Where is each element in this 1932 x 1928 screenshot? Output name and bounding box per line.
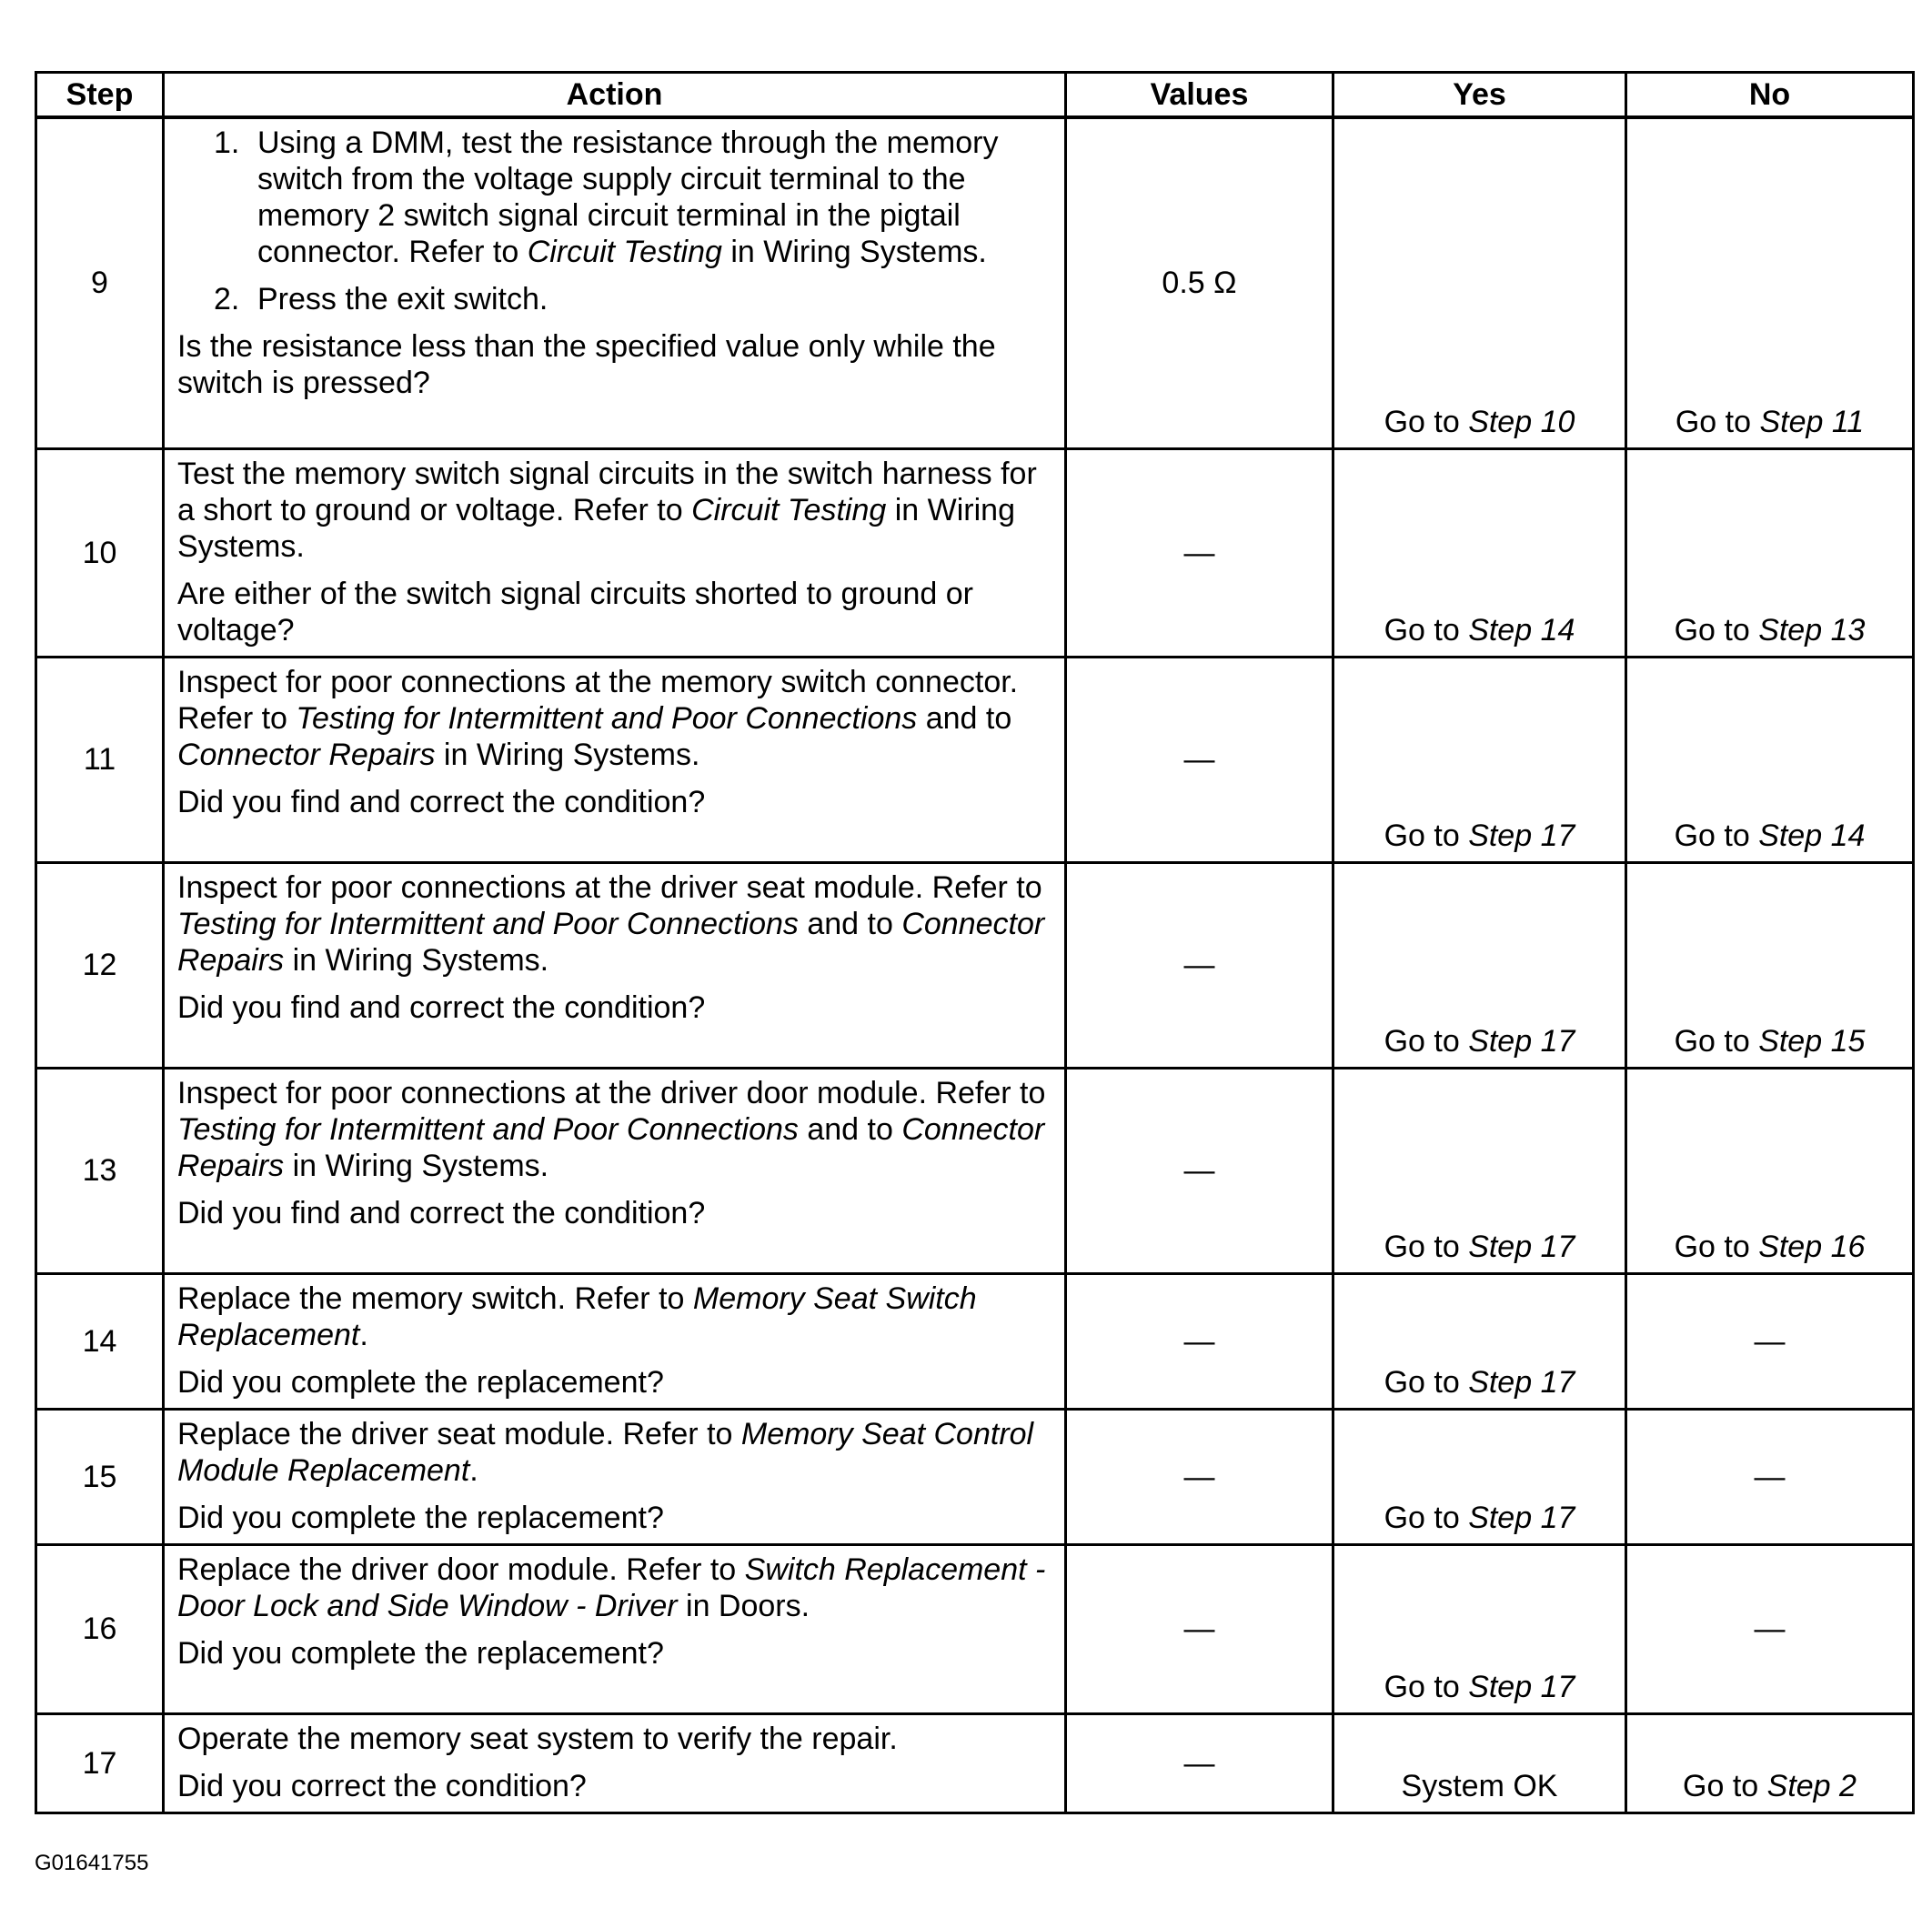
- action-text-segment: Inspect for poor connections at the driver seat module. Refer to: [177, 869, 1042, 905]
- step-reference: Step 14: [1468, 612, 1575, 648]
- outcome-prefix: —: [1754, 1323, 1786, 1359]
- reference-link-text: Testing for Intermittent and Poor Connections: [296, 700, 918, 736]
- step-number: 15: [36, 1409, 164, 1544]
- outcome-prefix: Go to: [1384, 1229, 1469, 1264]
- action-text-segment: Test the memory switch signal circuits in the switch harness for a short to ground or voltage. Refer to: [177, 456, 1037, 527]
- step-number: 17: [36, 1713, 164, 1813]
- step-number: 14: [36, 1273, 164, 1409]
- no-outcome: [1626, 1409, 1914, 1544]
- action-text-segment: in Wiring Systems.: [284, 1148, 549, 1183]
- no-outcome: [1626, 1068, 1914, 1273]
- table-body: [36, 117, 1914, 1813]
- action-step-item: [177, 281, 1052, 317]
- action-cell: [164, 1273, 1066, 1409]
- item-number: 2.: [214, 282, 240, 316]
- item-text: [257, 281, 1052, 317]
- step-reference: Step 10: [1468, 404, 1575, 439]
- step-reference: Step 17: [1468, 1229, 1575, 1264]
- action-question: Did you complete the replacement?: [177, 1364, 664, 1400]
- action-question: Did you find and correct the condition?: [177, 1195, 706, 1230]
- table-row: [36, 1409, 1914, 1544]
- step-number: 16: [36, 1544, 164, 1713]
- action-text: [177, 1075, 1052, 1184]
- reference-link-text: Connector Repairs: [177, 1111, 1045, 1183]
- reference-link-text: Memory Seat Control Module Replacement: [177, 1416, 1034, 1488]
- action-text: [177, 1416, 1052, 1489]
- action-cell: [164, 1409, 1066, 1544]
- action-cell: [164, 448, 1066, 657]
- header-yes: Yes: [1333, 73, 1626, 118]
- action-text-segment: .: [469, 1452, 478, 1488]
- item-text-body: Using a DMM, test the resistance through the memory switch from the voltage supply circuit terminal to the memory 2 switch signal circuit terminal in the pigtail connector. Refer to: [257, 126, 999, 269]
- diagnostic-table: [35, 71, 1915, 1814]
- value-cell: —: [1066, 448, 1333, 657]
- outcome-prefix: Go to: [1384, 1669, 1469, 1704]
- reference-link-text: Circuit Testing: [691, 492, 887, 527]
- action-text-segment: in Wiring Systems.: [177, 492, 1015, 564]
- action-cell: [164, 117, 1066, 448]
- action-text-segment: Replace the driver door module. Refer to: [177, 1551, 745, 1587]
- action-question: Did you complete the replacement?: [177, 1635, 664, 1671]
- action-steps-list: [177, 125, 1052, 317]
- outcome-prefix: —: [1754, 1612, 1786, 1646]
- step-reference: Step 11: [1759, 404, 1865, 439]
- reference-link-text: Connector Repairs: [177, 737, 436, 772]
- action-cell: [164, 657, 1066, 862]
- step-reference: Step 16: [1758, 1229, 1866, 1264]
- value-cell: —: [1066, 1544, 1333, 1713]
- no-outcome: [1626, 862, 1914, 1068]
- figure-id: G01641755: [35, 1851, 149, 1875]
- action-text-segment: Inspect for poor connections at the driver door module. Refer to: [177, 1075, 1046, 1110]
- action-text: [177, 1721, 1052, 1757]
- value-cell: 0.5 Ω: [1066, 117, 1333, 448]
- step-number: 13: [36, 1068, 164, 1273]
- yes-outcome: [1333, 117, 1626, 448]
- step-reference: Step 14: [1758, 818, 1866, 853]
- action-cell: [164, 1713, 1066, 1813]
- yes-outcome: [1333, 1068, 1626, 1273]
- outcome-prefix: Go to: [1384, 818, 1469, 853]
- value-cell: —: [1066, 1068, 1333, 1273]
- action-question: Did you find and correct the condition?: [177, 784, 706, 819]
- table-row: [36, 1068, 1914, 1273]
- header-values: Values: [1066, 73, 1333, 118]
- no-outcome: [1626, 1713, 1914, 1813]
- value-cell: —: [1066, 1409, 1333, 1544]
- action-question: Is the resistance less than the specified value only while the switch is pressed?: [177, 329, 996, 400]
- value-cell: —: [1066, 1713, 1333, 1813]
- step-reference: Step 17: [1468, 1364, 1575, 1400]
- header-action: Action: [164, 73, 1066, 118]
- action-question: Did you complete the replacement?: [177, 1500, 664, 1535]
- table-row: [36, 117, 1914, 448]
- step-reference: Step 17: [1468, 818, 1575, 853]
- action-text-segment: and to: [798, 1111, 902, 1147]
- reference-link-text: Memory Seat Switch Replacement: [177, 1280, 977, 1352]
- outcome-prefix: Go to: [1674, 1023, 1759, 1059]
- outcome-prefix: Go to: [1674, 818, 1759, 853]
- reference-link-text: Testing for Intermittent and Poor Connections: [177, 906, 799, 941]
- action-text-segment: and to: [917, 700, 1012, 736]
- step-number: 12: [36, 862, 164, 1068]
- action-text-segment: .: [359, 1317, 368, 1352]
- step-number: 9: [36, 117, 164, 448]
- action-text: [177, 456, 1052, 565]
- action-text-segment: Inspect for poor connections at the memory switch connector. Refer to: [177, 664, 1019, 736]
- no-outcome: [1626, 1544, 1914, 1713]
- action-question: Did you find and correct the condition?: [177, 989, 706, 1025]
- table-row: [36, 657, 1914, 862]
- outcome-prefix: Go to: [1384, 1364, 1469, 1400]
- header-step: Step: [36, 73, 164, 118]
- action-text: [177, 1551, 1052, 1624]
- item-number: 1.: [214, 126, 240, 160]
- step-reference: Step 17: [1468, 1669, 1575, 1704]
- outcome-prefix: Go to: [1683, 1768, 1767, 1803]
- value-cell: —: [1066, 657, 1333, 862]
- yes-outcome: [1333, 1713, 1626, 1813]
- header-row: [36, 73, 1914, 118]
- action-cell: [164, 1068, 1066, 1273]
- item-text-body: Press the exit switch.: [257, 282, 548, 316]
- outcome-prefix: Go to: [1384, 404, 1469, 439]
- no-outcome: [1626, 117, 1914, 448]
- action-question: Did you correct the condition?: [177, 1768, 587, 1803]
- step-number: 11: [36, 657, 164, 862]
- table-row: [36, 448, 1914, 657]
- action-text-segment: in Wiring Systems.: [284, 942, 549, 978]
- outcome-prefix: System OK: [1401, 1768, 1558, 1803]
- action-text: [177, 869, 1052, 979]
- yes-outcome: [1333, 1409, 1626, 1544]
- header-no: No: [1626, 73, 1914, 118]
- value-cell: —: [1066, 862, 1333, 1068]
- item-text: [257, 125, 1052, 270]
- step-reference: Step 15: [1758, 1023, 1866, 1059]
- yes-outcome: [1333, 862, 1626, 1068]
- no-outcome: [1626, 657, 1914, 862]
- outcome-prefix: Go to: [1384, 1023, 1469, 1059]
- outcome-prefix: Go to: [1384, 1500, 1469, 1535]
- outcome-prefix: Go to: [1674, 1229, 1759, 1264]
- outcome-prefix: —: [1754, 1459, 1786, 1494]
- yes-outcome: [1333, 1273, 1626, 1409]
- yes-outcome: [1333, 448, 1626, 657]
- table-row: [36, 1713, 1914, 1813]
- action-question: Are either of the switch signal circuits shorted to ground or voltage?: [177, 576, 973, 648]
- table-row: [36, 1273, 1914, 1409]
- item-text-tail: in Wiring Systems.: [721, 235, 987, 269]
- table-row: [36, 862, 1914, 1068]
- action-text-segment: Replace the driver seat module. Refer to: [177, 1416, 741, 1451]
- table-row: [36, 1544, 1914, 1713]
- step-reference: Step 13: [1758, 612, 1866, 648]
- action-text-segment: Operate the memory seat system to verify the repair.: [177, 1721, 898, 1756]
- no-outcome: [1626, 448, 1914, 657]
- action-text: [177, 664, 1052, 773]
- action-text-segment: in Doors.: [677, 1588, 810, 1623]
- reference-link-text: Testing for Intermittent and Poor Connections: [177, 1111, 799, 1147]
- step-reference: Step 17: [1468, 1500, 1575, 1535]
- reference-link-text: Connector Repairs: [177, 906, 1045, 978]
- yes-outcome: [1333, 657, 1626, 862]
- step-number: 10: [36, 448, 164, 657]
- action-text: [177, 1280, 1052, 1353]
- outcome-prefix: Go to: [1674, 612, 1759, 648]
- action-cell: [164, 1544, 1066, 1713]
- step-reference: Step 2: [1766, 1768, 1857, 1803]
- no-outcome: [1626, 1273, 1914, 1409]
- action-text-segment: Replace the memory switch. Refer to: [177, 1280, 693, 1316]
- yes-outcome: [1333, 1544, 1626, 1713]
- outcome-prefix: Go to: [1384, 612, 1469, 648]
- step-reference: Step 17: [1468, 1023, 1575, 1059]
- outcome-prefix: Go to: [1675, 404, 1760, 439]
- reference-link-text: Circuit Testing: [527, 235, 722, 269]
- reference-link-text: Switch Replacement - Door Lock and Side Window - Driver: [177, 1551, 1046, 1623]
- action-step-item: [177, 125, 1052, 270]
- action-text-segment: in Wiring Systems.: [435, 737, 700, 772]
- action-text-segment: and to: [798, 906, 902, 941]
- action-cell: [164, 862, 1066, 1068]
- value-cell: —: [1066, 1273, 1333, 1409]
